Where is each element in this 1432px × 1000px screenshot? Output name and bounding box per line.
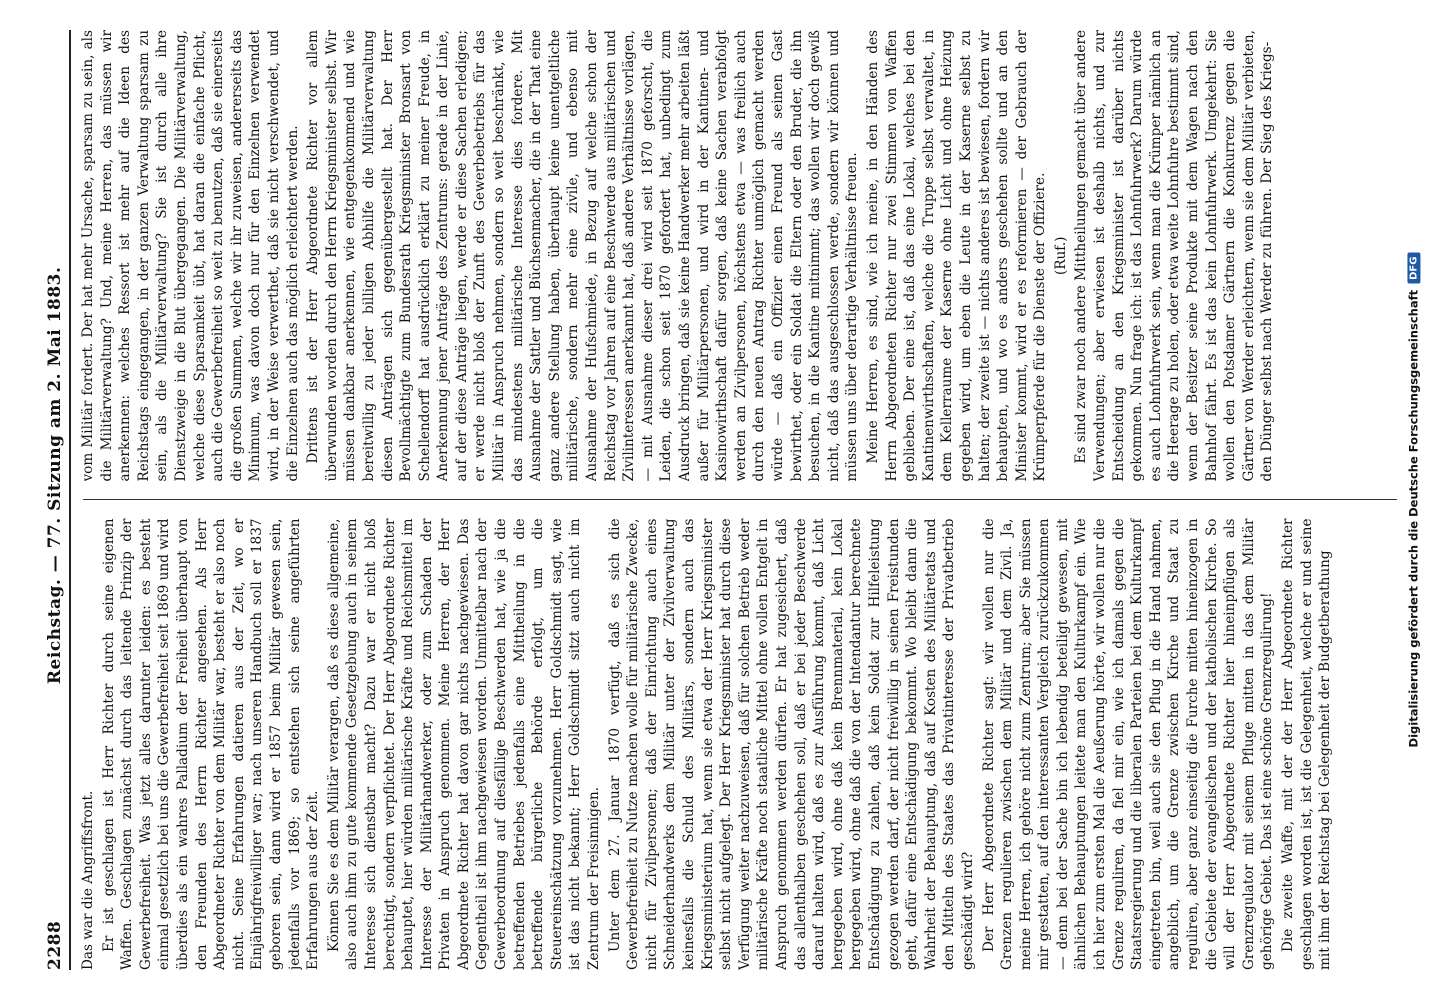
paragraph: Der Herr Abgeordnete Richter sagt: wir wollen nur die Grenzen regulieren zwischen dem Militär und dem Zivil. Ja, meine Herren, ich gehöre nicht zum Zentrum; aber Sie müssen mir gestatten, auf den interessanten Vergleich zurückzukommen — denn bei der Sache bin ich lebendig beteiligt gewesen, mit ähnlichen Behauptungen leitete man den Kulturkampf ein. Wie ich hier zum ersten Mal die Aeußerung hörte, wir wollen nur die Grenze reguliren, da fiel mir ein, wie ich damals gegen die Staatsregierung und die liberalen Parteien bei dem Kulturkampf eingetreten bin, weil auch sie den Pflug in die Hand nahmen, angeblich, um die Grenze zwischen Kirche und Staat zu reguliren, aber ganz einseitig die Furche mitten hineinzogen in die Gebiete der evangelischen und der katholischen Kirche. So will der Herr Abgeordnete Richter hier hineinpflügen als Grenzregulator mit seinem Pfluge mitten in das dem Militär gehörige Gebiet. Das ist eine schöne Grenzregulirung!: [980, 518, 1276, 970]
left-column: [79, 519, 1401, 971]
paragraph: vom Militär fordert. Der hat mehr Ursache, sparsam zu sein, als die Militärverwaltung? Und, meine Herren, das müssen wir anerkennen: welches Ressort ist mehr auf die Ideen des Reichstags eingegangen, in der ganzen Verwaltung sparsam zu sein, als die Militärverwaltung? Sie ist durch alle ihre Dienstzweige in die Blut übergegangen. Die Militärverwaltung, welche diese Sparsamkeit übt, hat daran die einfache Pflicht, auch die Gewerbefreiheit so weit zu benutzen, daß sie einerseits die großen Summen, welche wir ihr zuweisen, andererseits das Minimum, was davon doch nur für den Einzelnen verwendet wird, in der Weise verwerthet, daß sie nicht verschwendet, und die Einzelnen auch das möglich erleichtert werden.: [80, 30, 301, 482]
credit-text: Digitalisierung gefördert durch die Deutsche Forschungsgemeinschaft: [1406, 289, 1420, 748]
page-title: Reichstag. — 77. Sitzung am 2. Mai 1883.: [45, 266, 65, 685]
paragraph: Meine Herren, es sind, wie ich meine, in den Händen des Herrn Abgeordneten Richter nur zwei Stimmen von Waffen geblieben. Der eine ist, daß das eine Lokal, welches bei den Kantinenwirthschaften, welche die Truppe selbst verwaltet, in dem Kellerraume der Kaserne ohne Licht und ohne Heizung gegeben wird, um eben die Leute in der Kaserne selbst zu halten; der zweite ist — nichts anderes ist bewiesen, fordern wir behaupten, und wo es anders geschehen sollte und an den Minister kommt, wird er es reformieren — der Gebrauch der Krümperpferde für die Dienste der Offiziere.: [864, 30, 1049, 482]
page-number: 2288: [45, 920, 65, 970]
header-rule: [69, 30, 71, 970]
text-columns: [79, 30, 1401, 970]
interjection: (Ruf.): [1052, 236, 1069, 275]
dfg-logo: DFG: [1407, 253, 1420, 284]
column-divider: [83, 500, 1397, 501]
right-column: [79, 30, 1401, 482]
paragraph: Er ist geschlagen ist Herr Richter durch seine eigenen Waffen. Geschlagen zunächst durch das leitende Prinzip der Gewerbefreiheit. Was jetzt alles darunter leiden: es besteht einmal gesetzlich bei uns die Gewerbefreiheit seit 1869 und wird überdies als ein wahres Palladium der Freiheit überhaupt von den Freunden des Herrn Richter angesehen. Als Herr Abgeordneter Richter von dem Militär war, besteht er also noch nicht. Seine Erfahrungen datieren aus der Zeit, wo er Einjährigfreiwilliger war; nach unseren Handbuch soll er 1837 geboren sein, dann wird er 1857 beim Militär gewesen sein, jedenfalls vor 1869; so entstehen sich seine angeführten Erfahrungen aus der Zeit.: [100, 518, 322, 970]
paragraph: Drittens ist der Herr Abgeordnete Richter vor allem überwunden worden durch den Herrn Kriegsminister selbst. Wir müssen dankbar anerkennen, wie entgegenkommend und wie bereitwillig zu jeder billigen Abhilfe die Militärverwaltung diesen Anträgen sich gegenübergestellt hat. Der Herr Bevollmächtigte zum Bundesrath Kriegsminister Bronsart von Schellendorff hat ausdrücklich erklärt zu meiner Freude, in Anerkennung jener Anträge des Zentrums: gerade in der Linie, auf der diese Anträge liegen, werde er diese Sachen erledigen; er werde nicht bloß der Zunft des Gewerbebetriebs für das Militär in Anspruch nehmen, sondern so weit beschränkt, wie das mindestens militärische Interesse dies fordere. Mit Ausnahme der Sattler und Büchsenmacher, die in der That eine ganz andere Stellung haben, überhaupt keine unentgeltliche militärische, sondern mehr eine zivile, und ebenso mit Ausnahme der Hufschmiede, in Bezug auf welche schon der Reichstag vor Jahren auf eine Beschwerde aus militärischen und Zivilinteressen anerkannt hat, daß andere Verhältnisse vorlägen, — mit Ausnahme dieser drei wird seit 1870 geforscht, die Leiden, die schon seit 1870 gefordert hat, unbedingt zum Ausdruck bringen, daß sie keine Handwerker mehr arbeiten läßt außer für Militärpersonen, und wird in der Kantinen- und Kasinowirthschaft dafür sorgen, daß keine Sachen verabfolgt werden an Zivilpersonen, höchstens etwa — was freilich auch durch den neuen Antrag Richter unmöglich gemacht werden würde — daß ein Offizier einen Freund als seinen Gast bewirthet, oder ein Soldat die Eltern oder den Bruder, die ihn besuchen, in die Kantine mitnimmt; das wollen wir doch gewiß nicht, daß das ausgeschlossen werde, sondern wir können und müssen uns über derartige Verhältnisse freuen.: [305, 30, 861, 482]
paragraph: Das war die Angriffsfront.: [80, 790, 96, 970]
digitization-credit: [1398, 0, 1428, 1000]
paragraph: Unter dem 27. Januar 1870 verfügt, daß es sich die Gewerbefreiheit zu Nutze machen wolle für militärische Zwecke, nicht für Zivilpersonen; daß der Einrichtung auch eines Schneiderhandwerks dem Militär unter der Zivilverwaltung keinesfalls die Schuld des Militärs, sondern auch das Kriegsministerium hat, wenn sie etwa der Herr Kriegsminister selbst nicht aufgelegt. Der Herr Kriegsminister hat durch diese Verfügung weiter nachzuweisen, daß für solchen Betrieb weder militärische Kräfte noch staatliche Mittel ohne vollen Entgelt in Anspruch genommen werden dürfen. Er hat zugesichert, daß das allenthalben geschehen soll, daß er bei jeder Beschwerde darauf halten wird, daß es zur Ausführung kommt, daß Licht hergegeben wird, ohne daß kein Brennmaterial, kein Lokal hergegeben wird, ohne daß die von der Intendantur berechnete Entschädigung zu zahlen, daß kein Soldat zur Hilfeleistung gezogen werden darf, der nicht freiwillig in seinen Freistunden geht, dafür eine Entschädigung bekommt. Wo bleibt dann die Wahrheit der Behauptung, daß auf Kosten des Militäretats und den Mitteln des Staates das Privatinteresse der Privatbetrieb geschädigt wird?: [606, 518, 976, 970]
paragraph: Es sind zwar noch andere Mittheilungen gemacht über andere Verwendungen; aber erwiesen ist deshalb nichts, und zur Entscheidung an den Kriegsminister ist darüber nichts gekommen. Nun frage ich: ist das Lohnfuhrwerk? Darum würde es auch Lohnfuhrwerk sein, wenn man die Krümper nämlich an die Heerage zu holen, oder etwa weite Lohnfuhre bestimmt sind, wenn der Besitzer seine Produkte mit dem Wagen nach den Bahnhof fährt. Es ist das kein Lohnfuhrwerk. Umgekehrt: Sie wollen den Potsdamer Gärtnern die Konkurrenz gegen die Gärtner von Werder erleichtern, wenn sie dem Militär verbieten, den Dünger selbst nach Werder zu führen. Der Sieg des Kriegs-: [1073, 30, 1276, 482]
page-header: [31, 30, 65, 970]
rotated-page: [31, 30, 1401, 970]
paragraph: Können Sie es dem Militär verargen, daß es diese allgemeine, also auch ihm zu gute kommende Gesetzgebung auch in seinem Interesse sich dienstbar macht? Dazu war er nicht bloß berechtigt, sondern verpflichtet. Der Herr Abgeordnete Richter behauptet, hier würden militärische Kräfte und Reichsmittel im Interesse der Militärhandwerker, oder zum Schaden der Privaten in Anspruch genommen. Meine Herren, der Herr Abgeordnete Richter hat davon gar nichts nachgewiesen. Das Gegentheil ist ihm nachgewiesen worden. Unmittelbar nach der Gewerbeordnung auf diesfällige Beschwerden hat, wie ja die betreffenden Betriebes jedenfalls eine Mittheilung in die betreffende bürgerliche Behörde erfolgt, um die Steuereinschätzung vorzunehmen. Herr Goldschmidt sagt, wie ist das nicht bekannt; Herr Goldschmidt sitzt auch nicht im Zentrum der Freisinnigen.: [325, 518, 603, 970]
paragraph: Die zweite Waffe, mit der der Herr Abgeordnete Richter geschlagen worden ist, ist die Gelegenheit, welche er und seine mit ihm der Reichstag bei Gelegenheit der Budgetberathung: [1280, 518, 1334, 970]
